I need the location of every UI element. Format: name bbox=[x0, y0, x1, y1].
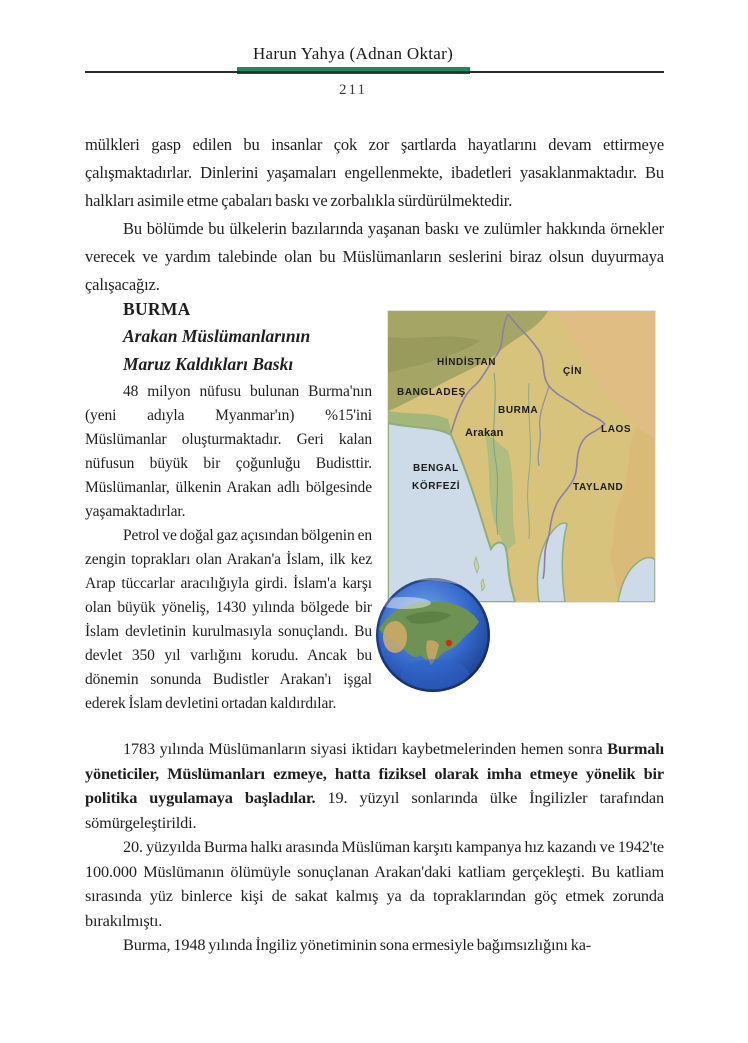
section-subheading-line1: Arakan Müslümanlarının bbox=[123, 326, 311, 346]
section-heading-block bbox=[123, 296, 383, 378]
location-marker-icon bbox=[446, 640, 452, 646]
map-label-laos: LAOS bbox=[601, 424, 632, 435]
paragraph-5-bold: Burmalı yöneticiler, Müslümanları ezmeye, hatta fiziksel olarak imha etmeye yönelik bir politika uygulamaya başladılar. bbox=[85, 739, 664, 807]
paragraph-1: mülkleri gasp edilen bu insanlar çok zor şartlarda hayatlarını devam ettirmeye çalışmaktadırlar. Dinlerini yaşamaları engellenmekte, ibadetleri yasaklanmaktadır. Bu halkları asimile etme çabaları baskı ve zorbalıkla sürdürülmektedir. bbox=[85, 135, 664, 210]
map-terrain-graphic bbox=[388, 311, 655, 602]
running-header-title: Harun Yahya (Adnan Oktar) bbox=[252, 44, 454, 63]
globe-image bbox=[375, 577, 491, 693]
map-label-hindistan: HİNDİSTAN bbox=[437, 357, 497, 368]
paragraph-6: 20. yüzyılda Burma halkı arasında Müslüman karşıtı kampanya hız kazandı ve 1942'te 100.000 Müslümanın ölümüyle sonuçlanan Arakan'daki katliam gerçekleşti. Bu katliam sırasında yüz binlerce kişi de sakat kalmış ya da topraklarından göç etmek zorunda bırakılmıştı. bbox=[85, 837, 664, 930]
intro-paragraphs bbox=[85, 131, 664, 299]
section-subheading-line2: Maruz Kaldıkları Baskı bbox=[123, 354, 294, 374]
paragraph-4: Petrol ve doğal gaz açısından bölgenin en zengin toprakları olan Arakan'a İslam, ilk kez Arap tüccarlar aracılığıyla girdi. İslam'a karşı olan büyük yöneliş, 1430 yılında bölgede bir İslam devletinin kurulmasıyla sonuçlandı. Bu devlet 350 yıl varlığını korudu. Ancak bu dönemin sonunda Budistler Arakan'ı işgal ederek İslam devletini ortadan kaldırdılar. bbox=[85, 527, 372, 712]
paragraph-2: Bu bölümde bu ülkelerin bazılarında yaşanan baskı ve zulümler hakkında örnekler verecek ve yardım talebinde olan bu Müslümanların seslerini biraz olsun duyurmaya çalışacağız. bbox=[85, 219, 664, 294]
section-heading: BURMA bbox=[123, 299, 191, 319]
paragraph-3: 48 milyon nüfusu bulunan Burma'nın (yeni adıyla Myanmar'ın) %15'ini Müslümanlar oluşturmaktadır. Geri kalan nüfusun büyük bir çoğunluğu Budisttir. Müslümanlar, ülkenin Arakan adlı bölgesinde yaşamaktadırlar. bbox=[85, 383, 372, 520]
column-paragraphs bbox=[85, 380, 372, 716]
map-label-banglades: BANGLADEŞ bbox=[397, 387, 466, 398]
burma-region-map-image bbox=[388, 311, 655, 602]
page-number: 211 bbox=[339, 82, 367, 98]
paragraph-5-normal2: 19. yüzyıl sonlarında ülke İngilizler tarafından sömürgeleştirildi. bbox=[85, 788, 665, 832]
map-label-bengal-line2: KÖRFEZİ bbox=[412, 481, 461, 492]
map-figure bbox=[375, 311, 655, 693]
map-label-bengal-line1: BENGAL bbox=[413, 463, 459, 474]
globe-graphic bbox=[375, 577, 491, 693]
paragraph-5-normal1: 1783 yılında Müslümanların siyasi iktidarı kaybetmelerinden hemen sonra bbox=[123, 739, 608, 758]
map-label-cin: ÇİN bbox=[563, 366, 583, 377]
closing-paragraphs bbox=[85, 737, 664, 958]
map-label-tayland: TAYLAND bbox=[573, 482, 624, 493]
paragraph-7: Burma, 1948 yılında İngiliz yönetiminin sona ermesiyle bağımsızlığını ka- bbox=[123, 935, 592, 954]
header-rule bbox=[85, 71, 664, 73]
map-label-burma: BURMA bbox=[498, 405, 539, 416]
paragraph-5 bbox=[85, 737, 664, 835]
map-label-arakan: Arakan bbox=[465, 427, 504, 439]
